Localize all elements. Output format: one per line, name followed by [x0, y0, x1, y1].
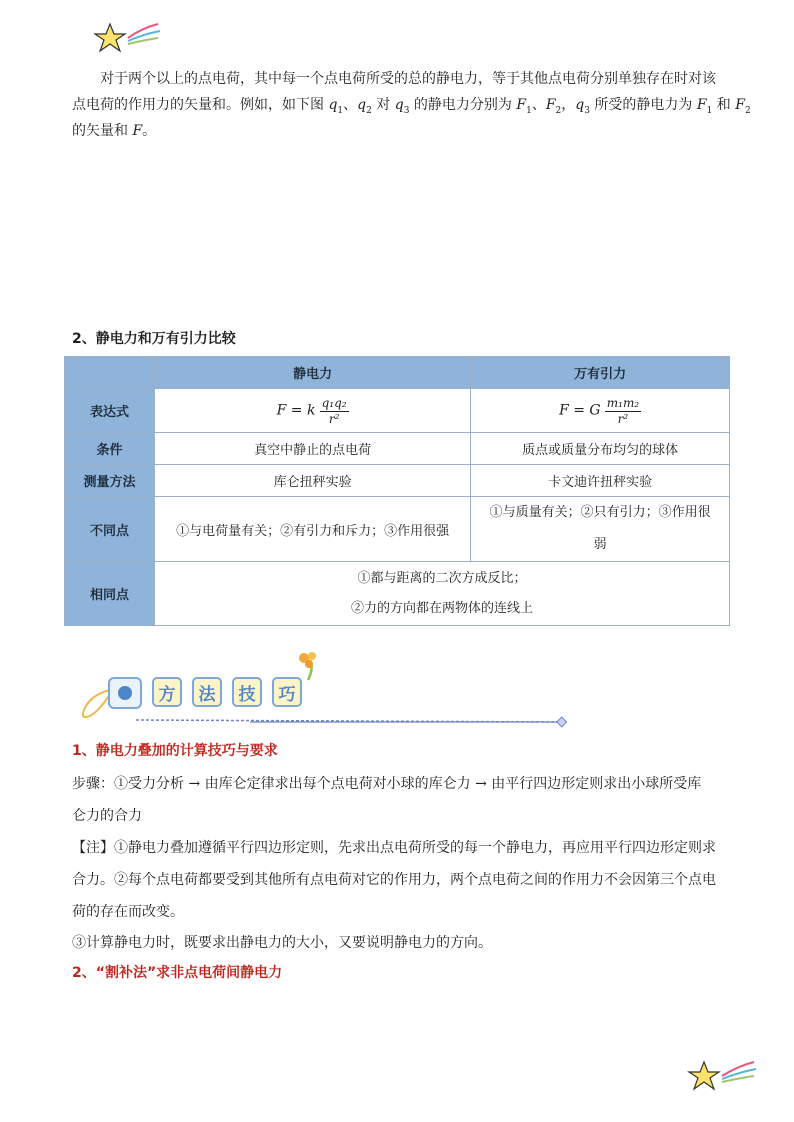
cell-method-electro: 库仑扭秤实验: [155, 465, 471, 497]
intro-text-1: 对于两个以上的点电荷，其中每一个点电荷所受的总的静电力，等于其他点电荷分别单独存在时对该: [100, 71, 716, 87]
intro-text-2a: 点电荷的作用力的矢量和。例如，如下图: [72, 97, 329, 113]
intro-text-2b: 、: [343, 97, 358, 113]
formula-coulomb-fraction: [320, 396, 349, 426]
intro-line-3: [72, 118, 156, 144]
method-title-1: 1、静电力叠加的计算技巧与要求: [72, 743, 278, 759]
var-F: F: [132, 123, 143, 139]
var-F2: F: [545, 97, 556, 113]
header-electrostatic: 静电力: [155, 357, 471, 389]
intro-text-2c: 对: [371, 97, 395, 113]
method-note-line3: 荷的存在而改变。: [72, 904, 184, 920]
var-q2: q: [357, 97, 367, 113]
table-row: [65, 389, 730, 433]
intro-text-3b: 。: [142, 123, 157, 139]
sub-3: 3: [403, 105, 410, 116]
method-note-line1: 【注】①静电力叠加遵循平行四边形定则，先求出点电荷所受的每一个静电力，再应用平行四边形定则求: [72, 840, 716, 856]
formula-coulomb-num: q₁q₂: [321, 395, 347, 410]
comparison-table: [64, 356, 730, 626]
var-F2b: F: [735, 97, 745, 113]
intro-text-2g: 所受的静电力为: [589, 97, 697, 113]
row-label-condition: 条件: [65, 433, 155, 465]
sub-1: 1: [337, 105, 344, 116]
row-label-differences: 不同点: [65, 497, 155, 562]
banner-tile-1: 方: [152, 677, 182, 707]
formula-coulomb: [155, 389, 471, 433]
intro-text-2e: 、: [531, 97, 546, 113]
formula-newton-fraction: [605, 396, 641, 426]
cell-diff-gravity-line1: ①与质量有关；②只有引力；③作用很: [489, 505, 711, 520]
sub-F1: 1: [526, 105, 532, 116]
cell-condition-electro: 真空中静止的点电荷: [155, 433, 471, 465]
banner-decoration: [70, 650, 580, 730]
var-q1: q: [328, 97, 338, 113]
banner-lead-badge: [108, 677, 142, 709]
table-row: [65, 562, 730, 626]
table-header-row: [65, 357, 730, 389]
sub-F2: 2: [555, 105, 562, 116]
formula-newton-num: m₁m₂: [606, 395, 640, 410]
var-q3b: q: [575, 97, 585, 113]
intro-text-2f: ，: [561, 97, 576, 113]
sub-3b: 3: [584, 105, 590, 116]
circle-icon: [118, 686, 132, 700]
formula-newton-den: r²: [617, 411, 629, 426]
cell-diff-gravity: [471, 497, 730, 562]
banner-tile-2: 法: [192, 677, 222, 707]
cell-method-gravity: 卡文迪许扭秤实验: [471, 465, 730, 497]
table-row: [65, 497, 730, 562]
var-q3: q: [394, 97, 404, 113]
header-empty: [65, 357, 155, 389]
cell-diff-gravity-line2: 弱: [593, 537, 607, 552]
cell-sim-line2: ②力的方向都在两物体的连线上: [350, 600, 533, 616]
sub-F2b: 2: [744, 105, 751, 116]
cell-similarities: [155, 562, 730, 626]
sub-2: 2: [366, 105, 372, 116]
table-row: [65, 465, 730, 497]
method-steps-line2: 仑力的合力: [72, 808, 142, 824]
formula-newton: [471, 389, 730, 433]
sub-F1b: 1: [706, 105, 713, 116]
formula-coulomb-lhs: F = k: [276, 402, 316, 418]
row-label-similarities: 相同点: [65, 562, 155, 626]
cell-condition-gravity: 质点或质量分布均匀的球体: [471, 433, 730, 465]
intro-line-2: [72, 92, 751, 124]
cell-sim-line1: ①都与距离的二次方成反比；: [357, 570, 527, 586]
header-gravitation: 万有引力: [471, 357, 730, 389]
banner-tile-3: 技: [232, 677, 262, 707]
flower-icon: [296, 650, 320, 674]
star-icon: [92, 18, 162, 58]
section-title-comparison: 2、静电力和万有引力比较: [72, 331, 236, 347]
method-steps-line1: 步骤：①受力分析 → 由库仑定律求出每个点电荷对小球的库仑力 → 由平行四边形定则求出小球所受库: [72, 776, 702, 792]
cell-diff-electro: ①与电荷量有关；②有引力和斥力；③作用很强: [155, 497, 471, 562]
intro-line-1: [100, 66, 740, 92]
intro-text-2d: 的静电力分别为: [409, 97, 517, 113]
method-note-line4: ③计算静电力时，既要求出静电力的大小，又要说明静电力的方向。: [72, 935, 492, 951]
table-row: [65, 433, 730, 465]
intro-text-3a: 的矢量和: [72, 123, 133, 139]
var-F1b: F: [696, 97, 707, 113]
method-note-line2: 合力。②每个点电荷都要受到其他所有点电荷对它的作用力，两个点电荷之间的作用力不会因第三个点电: [72, 872, 716, 888]
var-F1: F: [516, 97, 527, 113]
star-icon: [686, 1056, 760, 1098]
method-title-2: 2、“割补法”求非点电荷间静电力: [72, 965, 283, 981]
banner-tile-4: 巧: [272, 677, 302, 707]
row-label-method: 测量方法: [65, 465, 155, 497]
intro-text-2h: 和: [712, 97, 736, 113]
row-label-expression: 表达式: [65, 389, 155, 433]
formula-coulomb-den: r²: [328, 411, 340, 426]
formula-newton-lhs: F = G: [559, 402, 601, 418]
